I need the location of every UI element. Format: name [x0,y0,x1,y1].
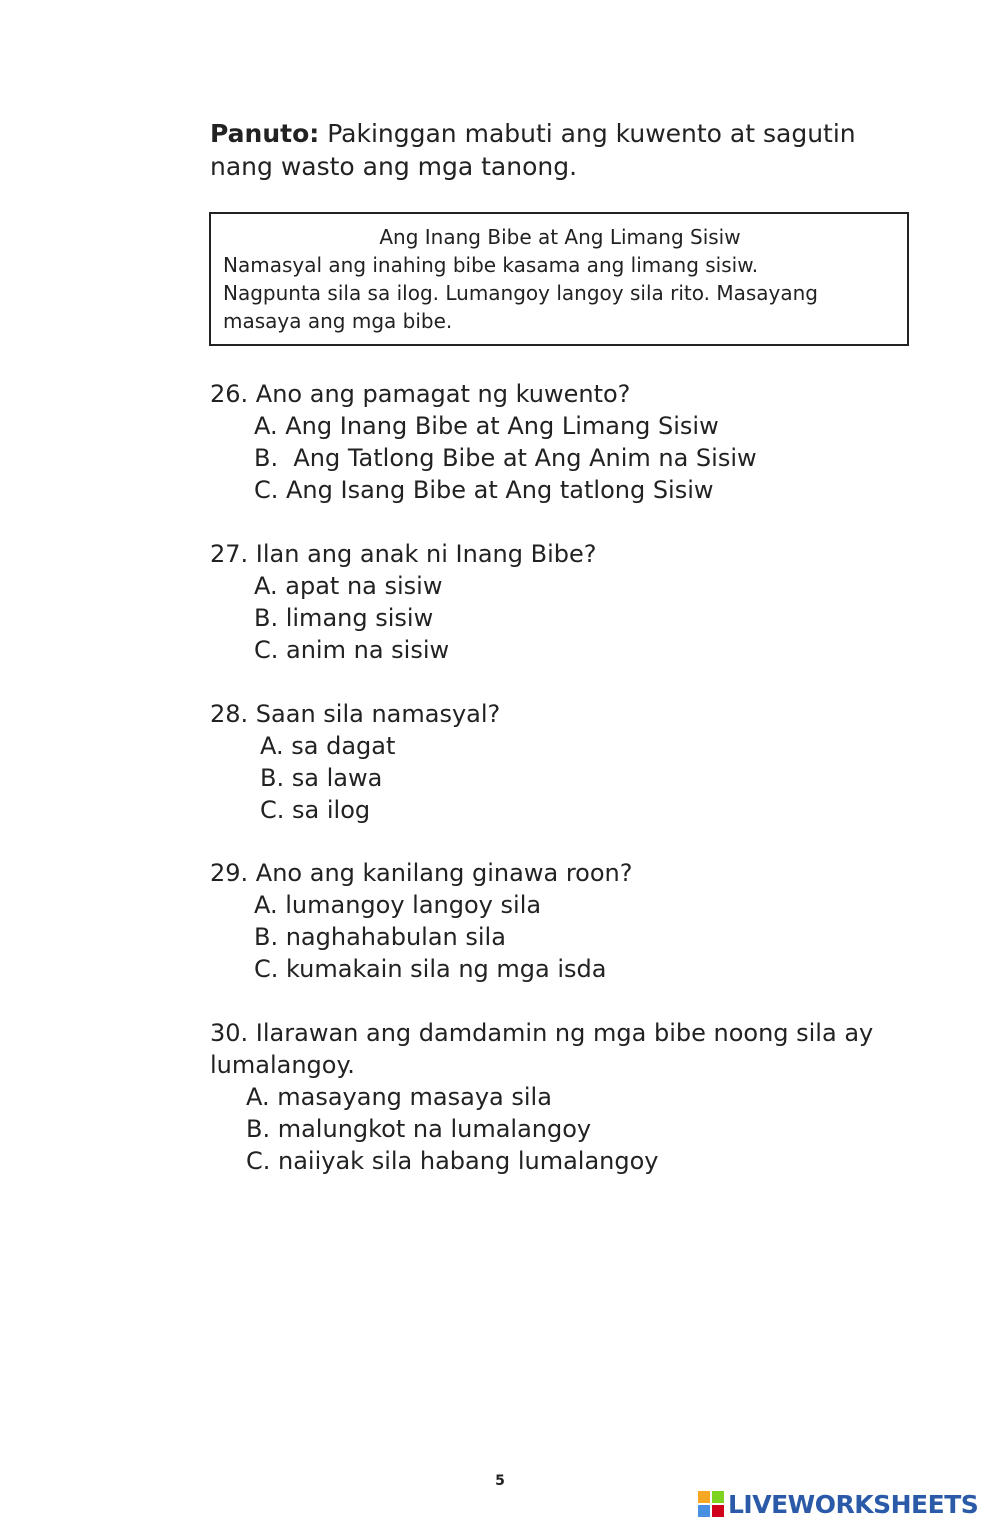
story-box [209,212,909,346]
option-a[interactable]: A. sa dagat [260,732,396,760]
option-c[interactable]: C. anim na sisiw [254,636,450,664]
option-b[interactable]: B. naghahabulan sila [254,923,506,951]
instructions [210,117,910,183]
question-29 [210,857,910,985]
option-b[interactable]: B. sa lawa [260,764,383,792]
option-b[interactable]: B. malungkot na lumalangoy [246,1115,592,1143]
question-stem: 28. Saan sila namasyal? [210,700,501,728]
option-b[interactable]: B. Ang Tatlong Bibe at Ang Anim na Sisiw [254,444,757,472]
question-stem: 30. Ilarawan ang damdamin ng mga bibe noong sila ay lumalangoy. [210,1019,874,1079]
question-30 [210,1017,890,1177]
story-line: masaya ang mga bibe. [223,309,453,333]
option-a[interactable]: A. apat na sisiw [254,572,443,600]
instructions-label: Panuto: [210,119,320,148]
option-c[interactable]: C. sa ilog [260,796,371,824]
option-c[interactable]: C. naiiyak sila habang lumalangoy [246,1147,659,1175]
question-27 [210,538,910,666]
question-stem: 26. Ano ang pamagat ng kuwento? [210,380,631,408]
option-a[interactable]: A. lumangoy langoy sila [254,891,542,919]
liveworksheets-logo-icon [698,1491,724,1517]
watermark-text: LIVEWORKSHEETS [728,1489,979,1519]
option-a[interactable]: A. masayang masaya sila [246,1083,552,1111]
question-28 [210,698,910,826]
story-title: Ang Inang Bibe at Ang Limang Sisiw [379,225,741,249]
question-26 [210,378,910,506]
page-number: 5 [495,1473,505,1489]
option-c[interactable]: C. Ang Isang Bibe at Ang tatlong Sisiw [254,476,714,504]
question-stem: 29. Ano ang kanilang ginawa roon? [210,859,633,887]
story-line: Nagpunta sila sa ilog. Lumangoy langoy sila rito. Masayang [223,281,818,305]
liveworksheets-watermark [698,1489,978,1519]
option-b[interactable]: B. limang sisiw [254,604,434,632]
option-a[interactable]: A. Ang Inang Bibe at Ang Limang Sisiw [254,412,719,440]
question-stem: 27. Ilan ang anak ni Inang Bibe? [210,540,597,568]
story-line: Namasyal ang inahing bibe kasama ang limang sisiw. [223,253,759,277]
instructions-text: Pakinggan mabuti ang kuwento at sagutin nang wasto ang mga tanong. [210,119,856,181]
option-c[interactable]: C. kumakain sila ng mga isda [254,955,607,983]
